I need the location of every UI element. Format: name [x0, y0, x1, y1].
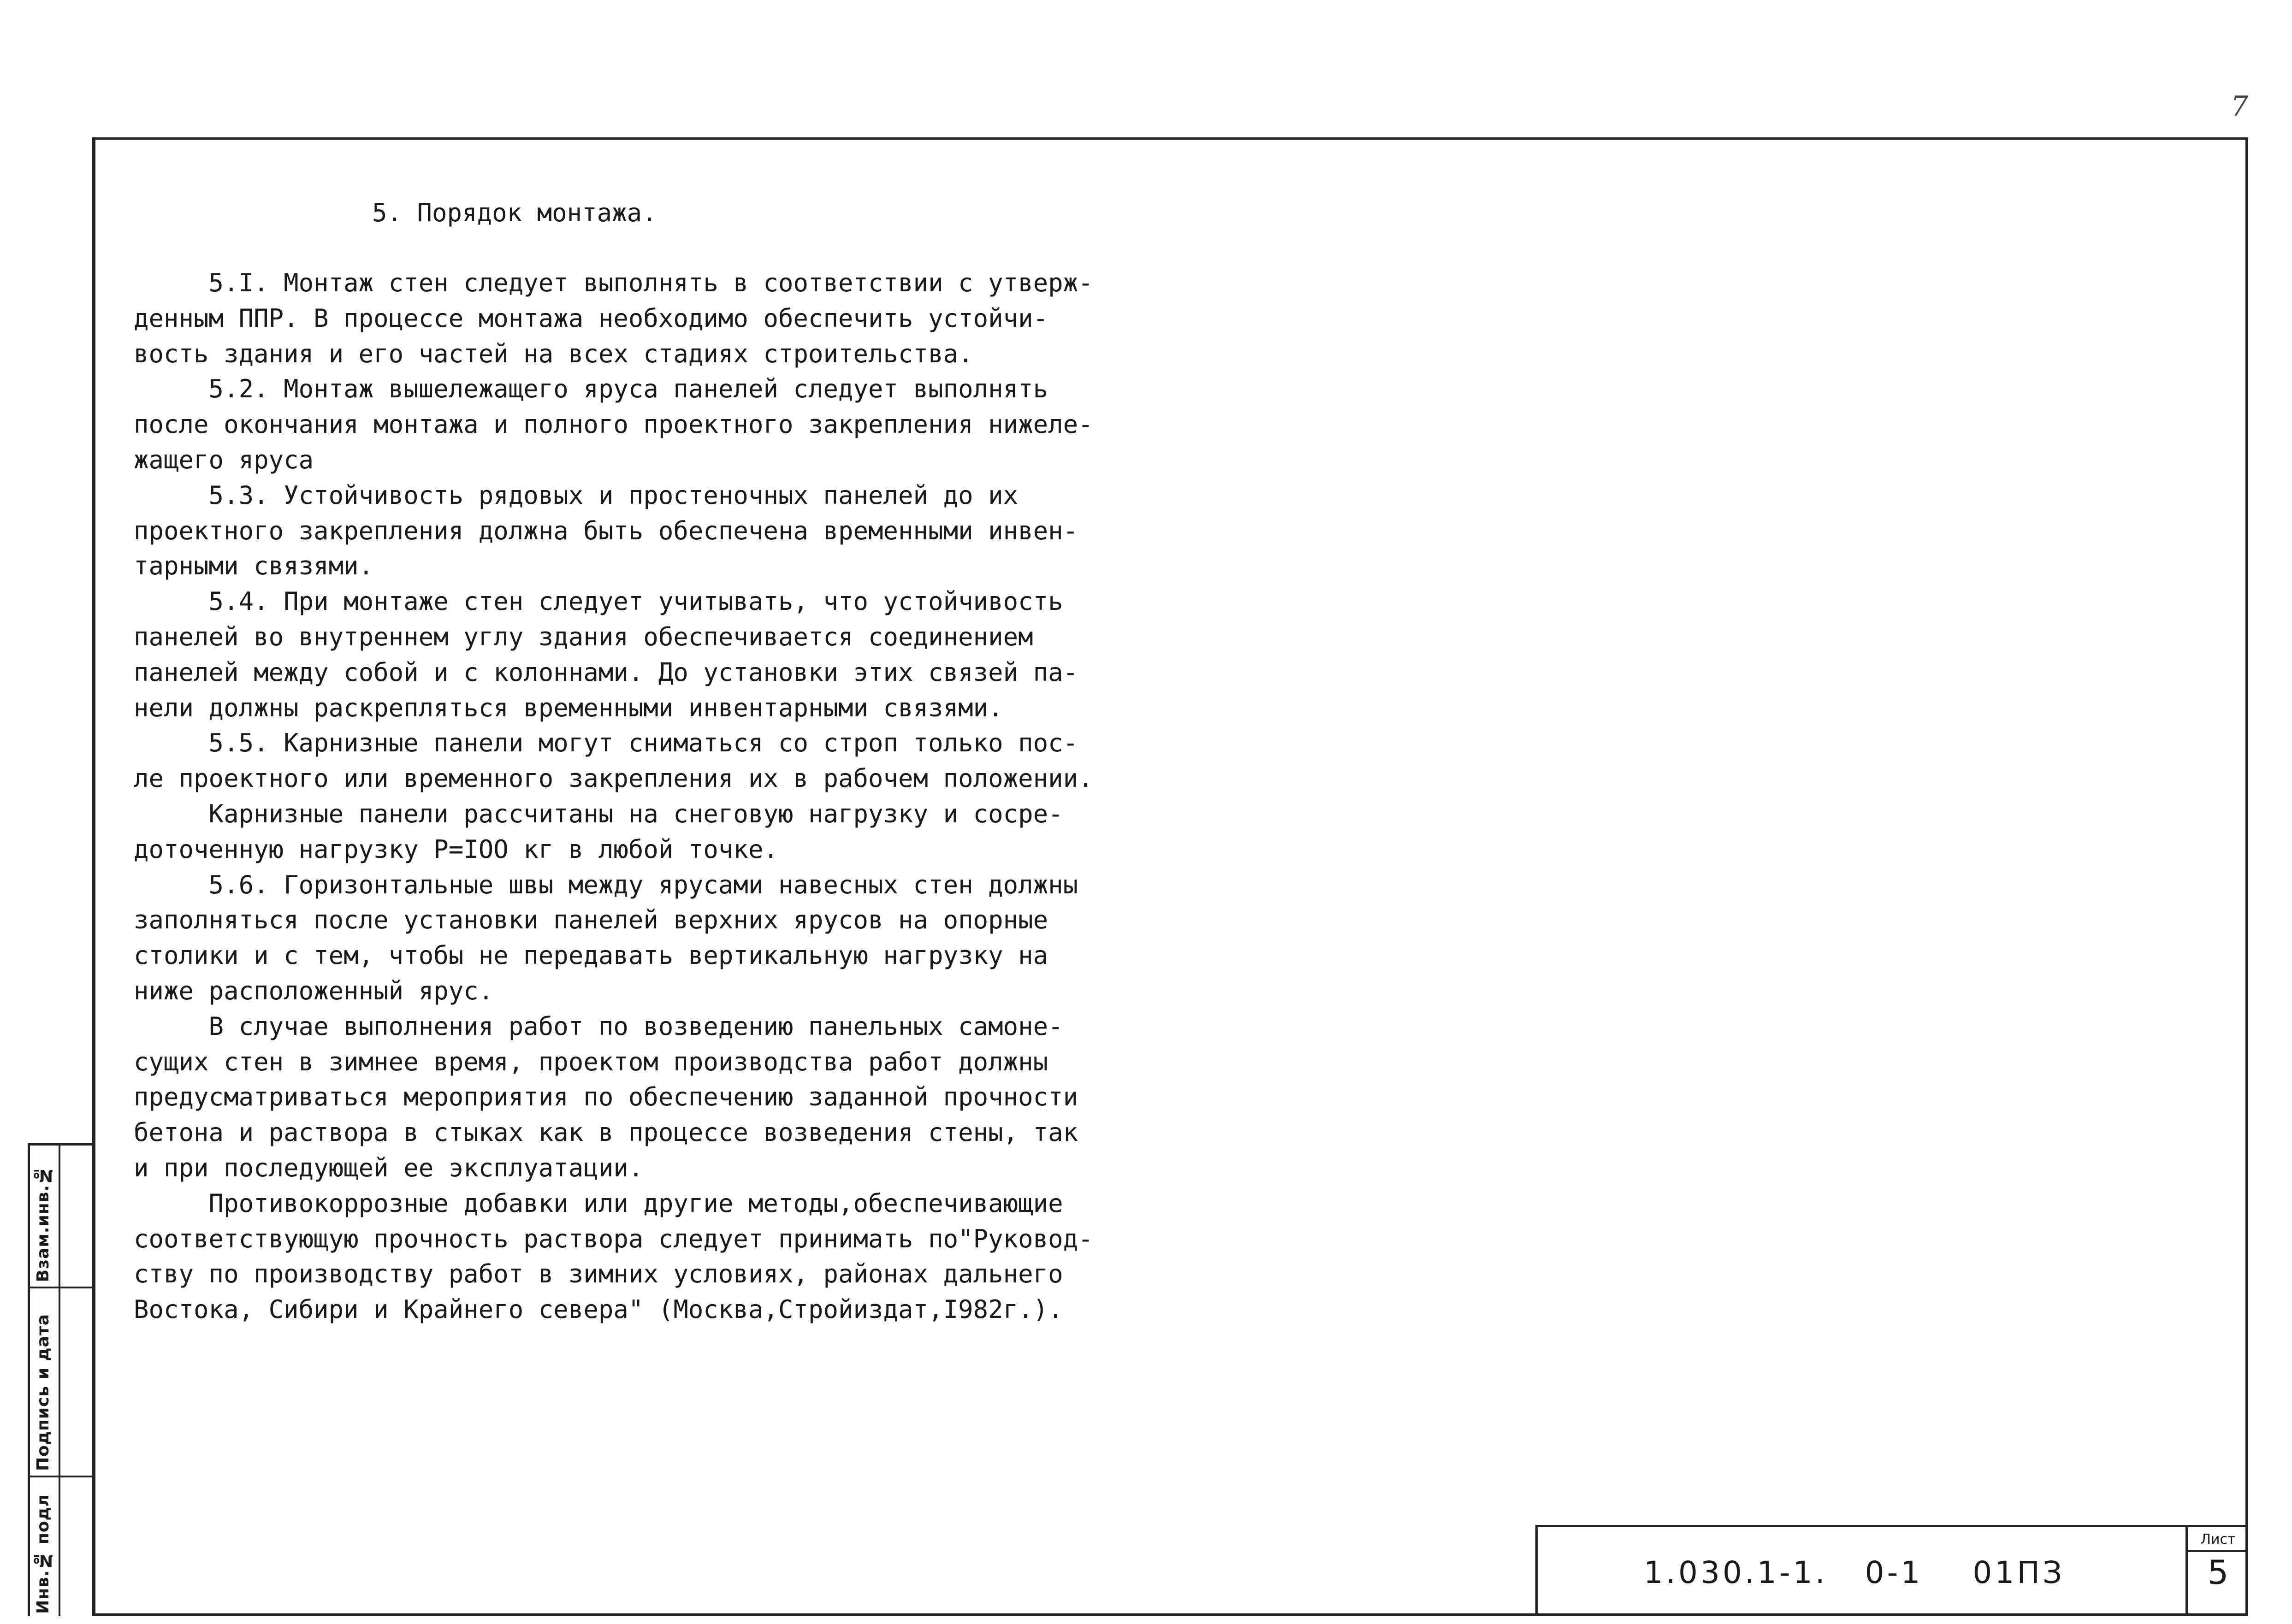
text-line: 5.4. При монтаже стен следует учитывать, что устойчивость [134, 587, 1063, 616]
text-line: панелей между собой и с колоннами. До установки этих связей па- [134, 657, 1078, 687]
text-line: проектного закрепления должна быть обеспечена временными инвен- [134, 516, 1078, 545]
text-line: 5.6. Горизонтальные швы между ярусами навесных стен должны [134, 870, 1078, 899]
text-line: Противокоррозные добавки или другие методы,обеспечивающие [134, 1188, 1063, 1218]
text-line: Востока, Сибири и Крайнего севера" (Москва,Стройиздат,I982г.). [134, 1295, 1063, 1324]
section-heading: 5. Порядок монтажа. [372, 198, 657, 227]
side-label-original-inv: Инв.№ подл [34, 1494, 53, 1614]
side-label-replace-inv: Взам.инв.№ [34, 1165, 53, 1282]
text-line: жащего яруса [134, 445, 314, 474]
side-cell-original-inv [30, 1477, 92, 1618]
text-line: В случае выполнения работ по возведению панельных самоне- [134, 1011, 1063, 1041]
text-line: ниже расположенный ярус. [134, 976, 494, 1005]
text-line: предусматриваться мероприятия по обеспечению заданной прочности [134, 1082, 1078, 1112]
sheet-value: 5 [2207, 1553, 2229, 1592]
document-code: 1.030.1-1. 0-1 01ПЗ [1644, 1555, 2065, 1590]
binding-side-strip [28, 1143, 92, 1616]
side-cell-replace-inv [30, 1146, 92, 1288]
side-label-signature-date: Подпись и дата [34, 1314, 53, 1471]
text-line: сущих стен в зимнее время, проектом производства работ должны [134, 1047, 1048, 1076]
text-line: столики и с тем, чтобы не передавать вертикальную нагрузку на [134, 941, 1048, 970]
text-line: 5.3. Устойчивость рядовых и простеночных панелей до их [134, 480, 1019, 510]
text-line: нели должны раскрепляться временными инвентарными связями. [134, 693, 1003, 722]
text-line: ству по производству работ в зимних условиях, районах дальнего [134, 1259, 1063, 1289]
text-line: соответствующую прочность раствора следует принимать по"Руковод- [134, 1224, 1093, 1253]
text-line: Карнизные панели рассчитаны на снеговую нагрузку и сосре- [134, 799, 1063, 828]
side-cell-signature-date [30, 1288, 92, 1477]
text-line: тарными связями. [134, 551, 374, 581]
text-line: 5.5. Карнизные панели могут сниматься со строп только пос- [134, 728, 1078, 758]
text-line: ле проектного или временного закрепления их в рабочем положении. [134, 764, 1093, 793]
text-line: панелей во внутреннем углу здания обеспечивается соединением [134, 622, 1033, 651]
sheet-box [2185, 1527, 2248, 1616]
text-line: бетона и раствора в стыках как в процессе возведения стены, так [134, 1118, 1078, 1147]
text-line: заполняться после установки панелей верхних ярусов на опорные [134, 905, 1048, 935]
text-line: после окончания монтажа и полного проектного закрепления нижеле- [134, 410, 1093, 439]
page-sheet-number: 7 [2231, 90, 2249, 123]
document-body [134, 266, 1093, 1328]
text-line: 5.I. Монтаж стен следует выполнять в соответствии с утверж- [134, 268, 1093, 297]
title-block [1535, 1525, 2248, 1616]
text-line: доточенную нагрузку Р=IOO кг в любой точке. [134, 834, 778, 864]
text-line: и при последующей ее эксплуатации. [134, 1153, 644, 1182]
sheet-label: Лист [2188, 1529, 2248, 1552]
text-line: денным ППР. В процессе монтажа необходимо обеспечить устойчи- [134, 303, 1048, 333]
text-line: вость здания и его частей на всех стадиях строительства. [134, 339, 973, 368]
text-line: 5.2. Монтаж вышележащего яруса панелей следует выполнять [134, 374, 1048, 404]
